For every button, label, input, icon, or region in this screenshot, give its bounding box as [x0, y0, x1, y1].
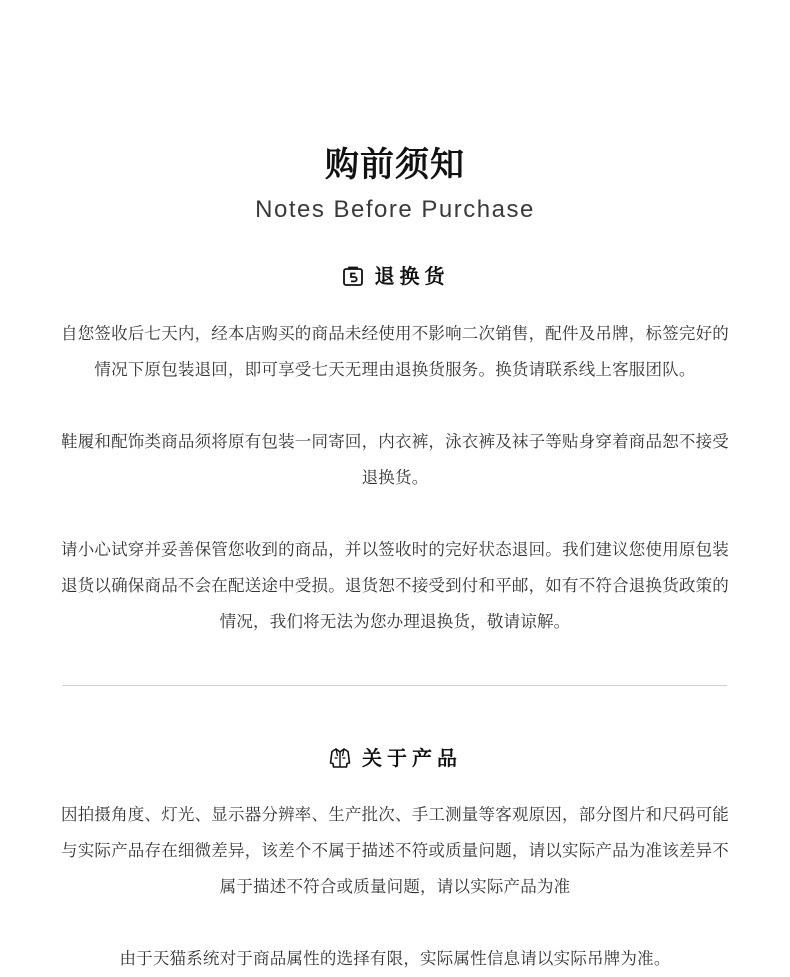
returns-paragraph-3: 请小心试穿并妥善保管您收到的商品，并以签收时的完好状态退回。我们建议您使用原包装退货以确保商品不会在配送途中受损。退货恕不接受到付和平邮，如有不符合退换货政策的情况，我们将无法为您办理退换货，敬请谅解。 [61, 540, 729, 631]
product-paragraph-1: 因拍摄角度、灯光、显示器分辨率、生产批次、手工测量等客观原因，部分图片和尺码可能与实际产品存在细微差异，该差个不属于描述不符或质量问题，请以实际产品为准该差异不属于描述不符合或质量问题，请以实际产品为准 [61, 805, 729, 896]
returns-heading-label: 退换货 [374, 264, 450, 288]
page-title: 购前须知 [325, 145, 465, 185]
page-subtitle: Notes Before Purchase [255, 196, 535, 223]
return-bag-icon [341, 264, 365, 288]
jacket-icon [328, 746, 352, 770]
product-heading [0, 744, 790, 772]
section-divider [62, 685, 727, 686]
returns-heading [0, 262, 790, 290]
returns-paragraph-1: 自您签收后七天内，经本店购买的商品未经使用不影响二次销售，配件及吊牌，标签完好的情况下原包装退回，即可享受七天无理由退换货服务。换货请联系线上客服团队。 [61, 324, 729, 379]
returns-paragraph-2: 鞋履和配饰类商品须将原有包装一同寄回，内衣裤，泳衣裤及袜子等贴身穿着商品恕不接受退换货。 [61, 432, 729, 487]
product-heading-label: 关于产品 [362, 746, 462, 770]
product-paragraph-2: 由于天猫系统对于商品属性的选择有限，实际属性信息请以实际吊牌为准。 [119, 949, 671, 968]
